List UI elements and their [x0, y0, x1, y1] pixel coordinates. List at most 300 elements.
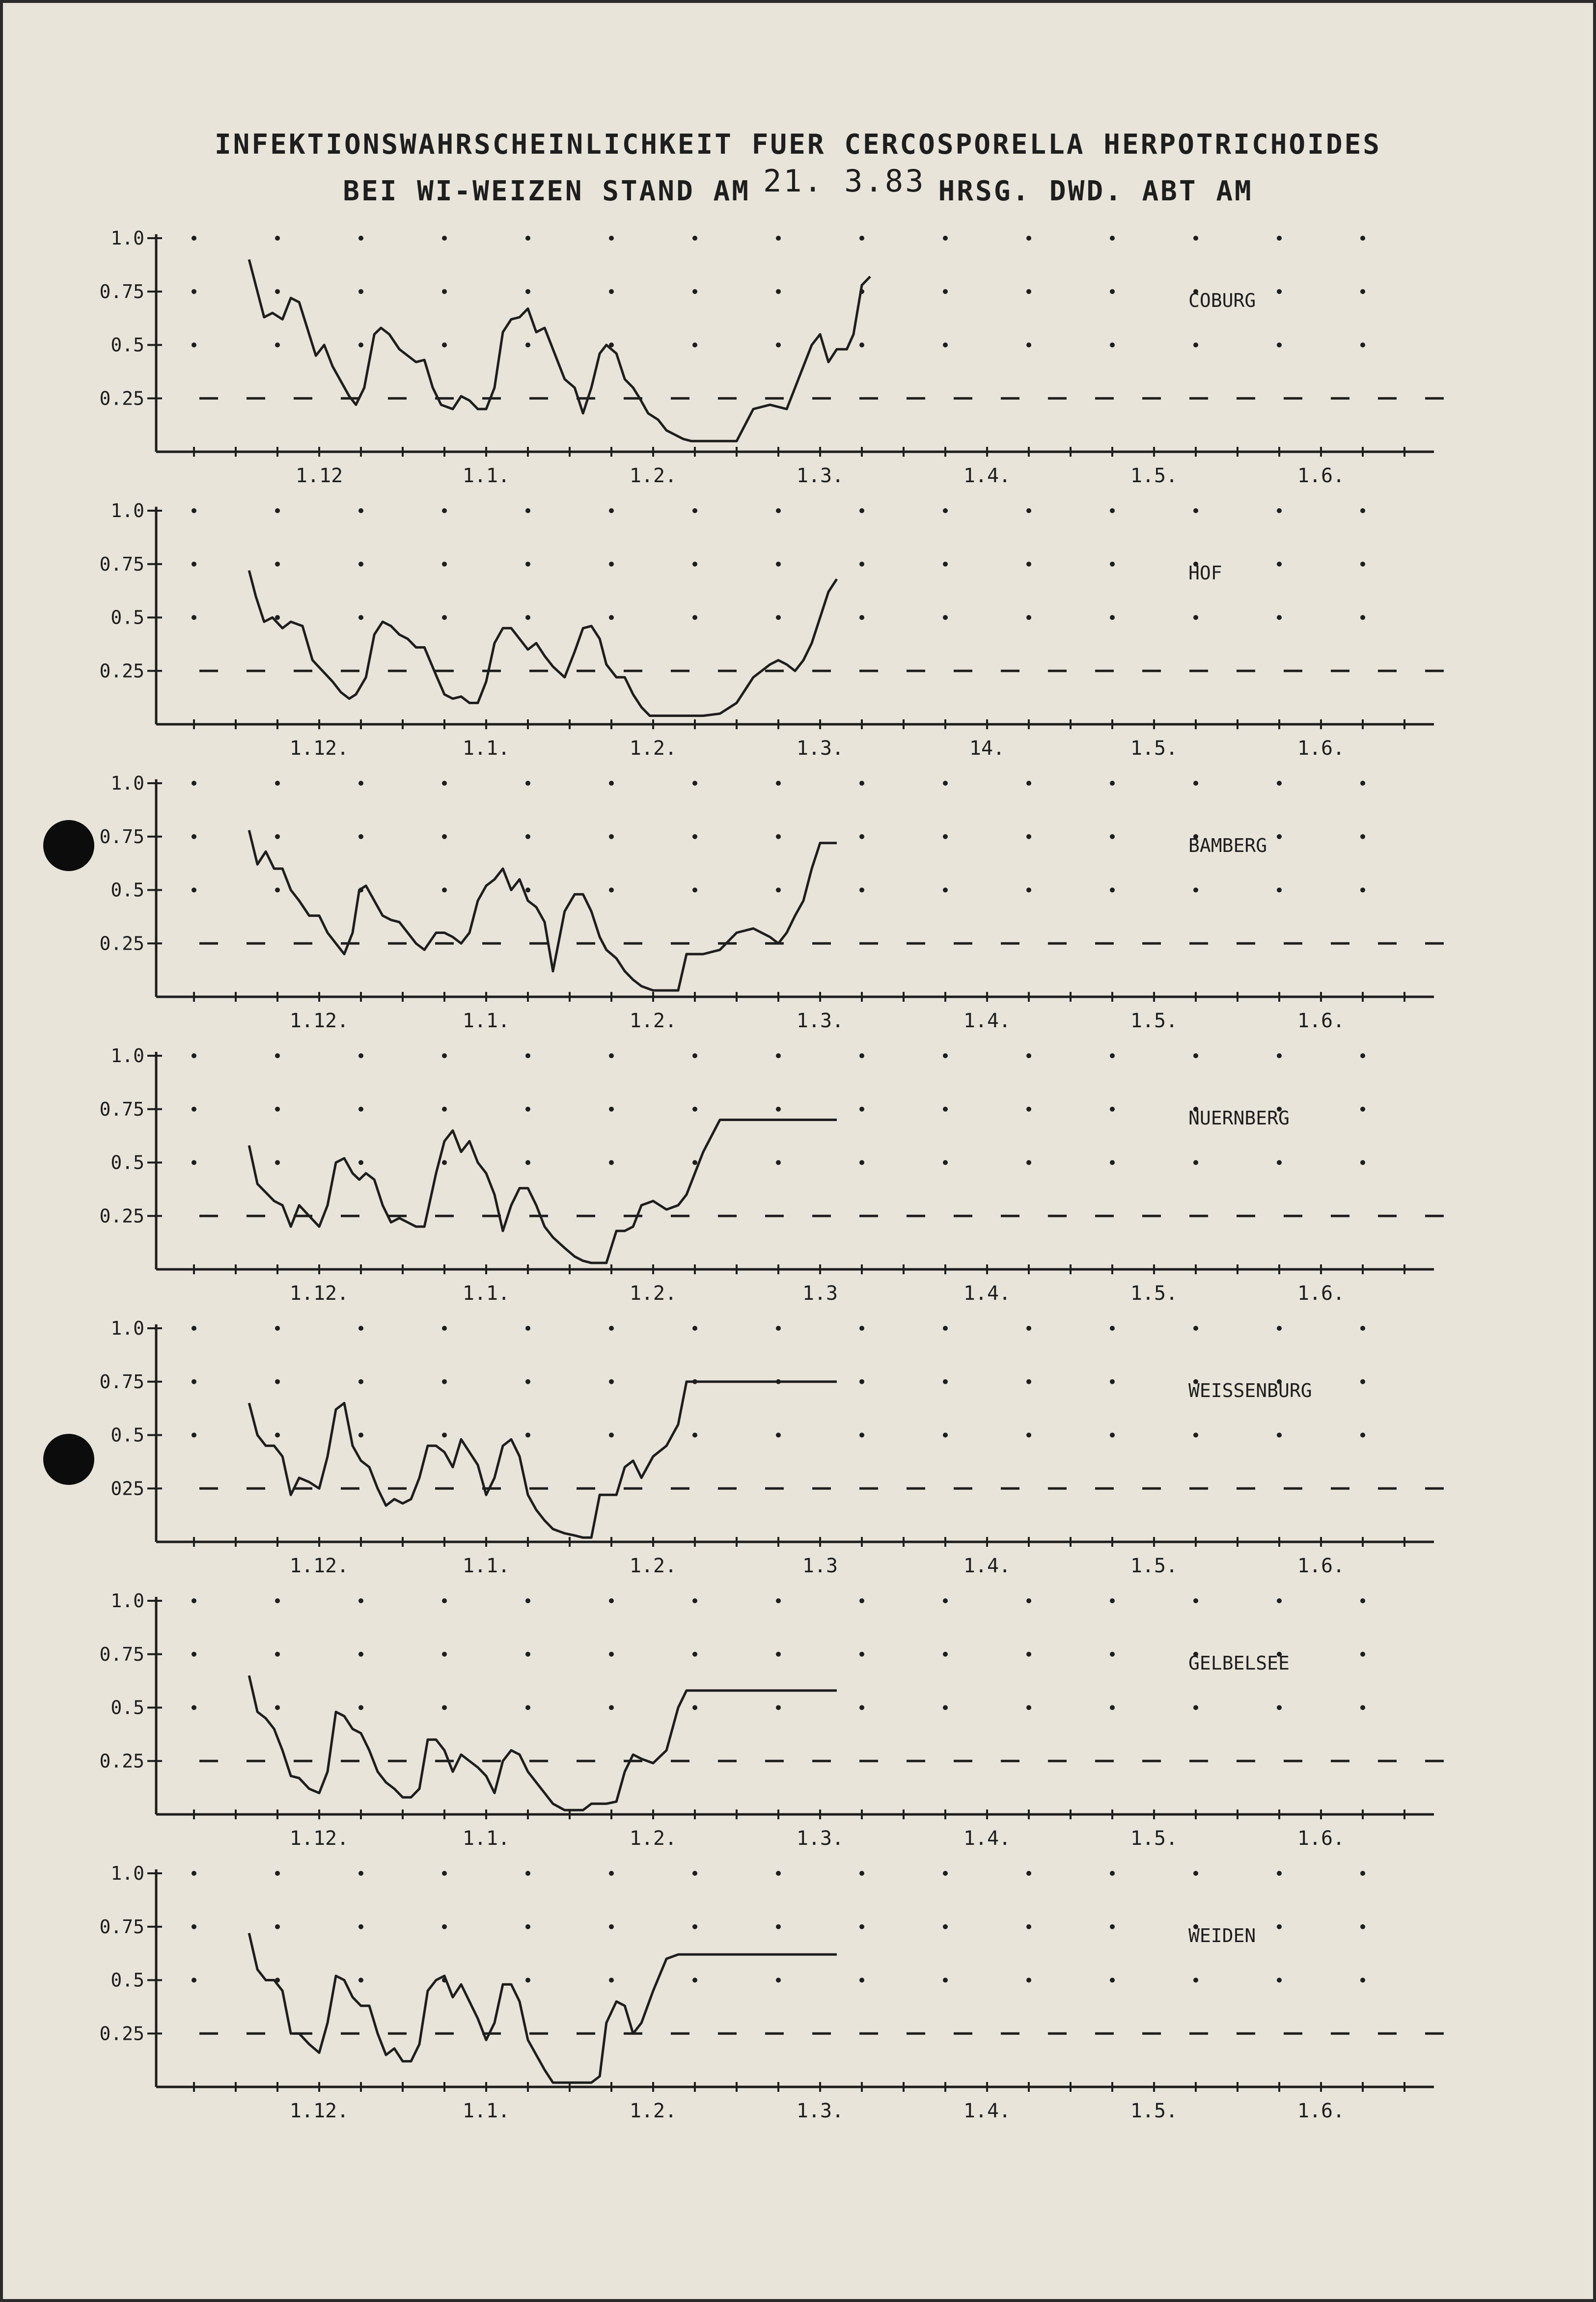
x-tick-label: 1.2.: [629, 1010, 677, 1032]
grid-dot: [442, 562, 447, 567]
station-chart-hof: [99, 500, 1444, 760]
y-tick-label: 0.5: [110, 1424, 144, 1446]
grid-dot: [1110, 1053, 1115, 1058]
grid-dot: [1277, 508, 1282, 513]
grid-dot: [1277, 834, 1282, 839]
grid-dot: [442, 615, 447, 620]
grid-dot: [1026, 888, 1031, 893]
grid-dot: [358, 1326, 363, 1331]
grid-dot: [943, 1160, 948, 1165]
grid-dot: [859, 1053, 864, 1058]
x-tick-label: 1.5.: [1130, 1555, 1178, 1577]
y-tick-label: 0.75: [99, 553, 144, 575]
y-tick-label: 1.0: [110, 1045, 144, 1067]
grid-dot: [776, 236, 781, 241]
grid-dot: [776, 1652, 781, 1657]
grid-dot: [1360, 834, 1365, 839]
x-tick-label: 1.12.: [289, 2100, 349, 2122]
grid-dot: [442, 508, 447, 513]
x-tick-label: 1.12.: [289, 1827, 349, 1850]
grid-dot: [692, 236, 697, 241]
grid-dot: [776, 562, 781, 567]
grid-dot: [692, 1160, 697, 1165]
grid-dot: [192, 1160, 196, 1165]
grid-dot: [776, 1598, 781, 1603]
x-tick-label: 1.12: [295, 465, 343, 487]
grid-dot: [192, 1598, 196, 1603]
grid-dot: [943, 289, 948, 294]
grid-dot: [1026, 343, 1031, 348]
grid-dot: [1360, 1379, 1365, 1384]
x-tick-label: 1.12.: [289, 737, 349, 760]
grid-dot: [192, 1871, 196, 1876]
grid-dot: [776, 1326, 781, 1331]
grid-dot: [358, 834, 363, 839]
grid-dot: [692, 888, 697, 893]
grid-dot: [275, 508, 280, 513]
grid-dot: [525, 834, 530, 839]
grid-dot: [525, 1652, 530, 1657]
grid-dot: [1193, 1871, 1198, 1876]
grid-dot: [1110, 1326, 1115, 1331]
grid-dot: [275, 1107, 280, 1112]
x-tick-label: 1.2.: [629, 465, 677, 487]
grid-dot: [943, 1107, 948, 1112]
x-tick-label: 1.6.: [1297, 1282, 1345, 1305]
grid-dot: [192, 1978, 196, 1983]
grid-dot: [442, 1107, 447, 1112]
grid-dot: [1360, 1598, 1365, 1603]
grid-dot: [1193, 781, 1198, 786]
issue-date: 21. 3.83: [763, 163, 926, 199]
station-chart-weissenburg: [99, 1317, 1444, 1577]
grid-dot: [1360, 343, 1365, 348]
grid-dot: [859, 1326, 864, 1331]
grid-dot: [1277, 1924, 1282, 1929]
x-tick-label: 1.12.: [289, 1010, 349, 1032]
grid-dot: [192, 1924, 196, 1929]
grid-dot: [1026, 1652, 1031, 1657]
grid-dot: [1110, 1652, 1115, 1657]
grid-dot: [358, 615, 363, 620]
grid-dot: [1026, 1326, 1031, 1331]
grid-dot: [1026, 1379, 1031, 1384]
grid-dot: [1360, 289, 1365, 294]
grid-dot: [358, 1160, 363, 1165]
grid-dot: [442, 781, 447, 786]
grid-dot: [442, 834, 447, 839]
grid-dot: [1277, 1433, 1282, 1438]
grid-dot: [358, 1652, 363, 1657]
station-name: COBURG: [1188, 290, 1256, 311]
grid-dot: [192, 1107, 196, 1112]
grid-dot: [275, 1924, 280, 1929]
grid-dot: [943, 236, 948, 241]
grid-dot: [358, 1598, 363, 1603]
grid-dot: [1360, 1160, 1365, 1165]
grid-dot: [776, 781, 781, 786]
grid-dot: [1110, 1598, 1115, 1603]
grid-dot: [275, 888, 280, 893]
series-line: [249, 1933, 837, 2083]
x-tick-label: 1.4.: [963, 465, 1011, 487]
x-tick-label: 1.12.: [289, 1555, 349, 1577]
grid-dot: [358, 1978, 363, 1983]
grid-dot: [1110, 1107, 1115, 1112]
grid-dot: [442, 289, 447, 294]
grid-dot: [192, 1053, 196, 1058]
grid-dot: [943, 615, 948, 620]
grid-dot: [859, 1652, 864, 1657]
x-tick-label: 1.5.: [1130, 1282, 1178, 1305]
grid-dot: [943, 508, 948, 513]
grid-dot: [192, 1326, 196, 1331]
grid-dot: [943, 1924, 948, 1929]
grid-dot: [692, 1107, 697, 1112]
grid-dot: [1360, 1107, 1365, 1112]
grid-dot: [859, 834, 864, 839]
grid-dot: [1277, 343, 1282, 348]
grid-dot: [525, 615, 530, 620]
grid-dot: [692, 1705, 697, 1710]
grid-dot: [1360, 1652, 1365, 1657]
grid-dot: [1026, 1433, 1031, 1438]
grid-dot: [859, 615, 864, 620]
grid-dot: [525, 1978, 530, 1983]
grid-dot: [943, 1598, 948, 1603]
grid-dot: [609, 781, 614, 786]
grid-dot: [1360, 615, 1365, 620]
grid-dot: [1110, 343, 1115, 348]
x-tick-label: 1.4.: [963, 1555, 1011, 1577]
grid-dot: [1193, 1160, 1198, 1165]
y-tick-label: 1.0: [110, 1863, 144, 1884]
y-tick-label: 1.0: [110, 227, 144, 249]
grid-dot: [358, 1924, 363, 1929]
grid-dot: [609, 1053, 614, 1058]
grid-dot: [1110, 1978, 1115, 1983]
grid-dot: [192, 834, 196, 839]
grid-dot: [776, 1160, 781, 1165]
grid-dot: [525, 1705, 530, 1710]
x-tick-label: 1.5.: [1130, 465, 1178, 487]
grid-dot: [1360, 1705, 1365, 1710]
x-tick-label: 1.1.: [462, 1555, 510, 1577]
grid-dot: [275, 615, 280, 620]
grid-dot: [442, 343, 447, 348]
grid-dot: [692, 1598, 697, 1603]
grid-dot: [859, 1433, 864, 1438]
grid-dot: [859, 1379, 864, 1384]
grid-dot: [525, 1924, 530, 1929]
grid-dot: [776, 1433, 781, 1438]
grid-dot: [442, 1053, 447, 1058]
x-tick-label: 1.5.: [1130, 1010, 1178, 1032]
grid-dot: [192, 343, 196, 348]
grid-dot: [776, 1705, 781, 1710]
x-tick-label: 1.6.: [1297, 2100, 1345, 2122]
grid-dot: [275, 1053, 280, 1058]
x-tick-label: 1.6.: [1297, 1555, 1345, 1577]
grid-dot: [525, 562, 530, 567]
x-tick-label: 1.5.: [1130, 1827, 1178, 1850]
x-tick-label: 1.4.: [963, 1010, 1011, 1032]
grid-dot: [1193, 1053, 1198, 1058]
x-tick-label: 1.2.: [629, 2100, 677, 2122]
x-tick-label: 1.3: [802, 1282, 838, 1305]
grid-dot: [525, 888, 530, 893]
y-tick-label: 0.5: [110, 879, 144, 901]
x-tick-label: 1.3.: [796, 2100, 844, 2122]
grid-dot: [192, 1433, 196, 1438]
grid-dot: [1193, 343, 1198, 348]
grid-dot: [1277, 562, 1282, 567]
grid-dot: [1277, 1705, 1282, 1710]
grid-dot: [692, 508, 697, 513]
grid-dot: [776, 1053, 781, 1058]
grid-dot: [1360, 1326, 1365, 1331]
x-tick-label: 1.2.: [629, 1282, 677, 1305]
grid-dot: [358, 1107, 363, 1112]
grid-dot: [1110, 289, 1115, 294]
grid-dot: [1277, 289, 1282, 294]
grid-dot: [1193, 1598, 1198, 1603]
x-tick-label: 1.1.: [462, 1010, 510, 1032]
grid-dot: [1026, 236, 1031, 241]
grid-dot: [1193, 1433, 1198, 1438]
grid-dot: [859, 508, 864, 513]
grid-dot: [776, 343, 781, 348]
grid-dot: [1193, 888, 1198, 893]
grid-dot: [1110, 1160, 1115, 1165]
grid-dot: [275, 1705, 280, 1710]
grid-dot: [943, 1652, 948, 1657]
station-chart-nuernberg: [99, 1045, 1444, 1305]
x-tick-label: 1.6.: [1297, 1827, 1345, 1850]
grid-dot: [1277, 888, 1282, 893]
grid-dot: [1026, 289, 1031, 294]
grid-dot: [1026, 1924, 1031, 1929]
grid-dot: [859, 562, 864, 567]
grid-dot: [1026, 834, 1031, 839]
title-suffix: HRSG. DWD. ABT AM: [938, 175, 1253, 207]
grid-dot: [1193, 615, 1198, 620]
grid-dot: [192, 236, 196, 241]
grid-dot: [525, 289, 530, 294]
y-tick-label: 0.75: [99, 825, 144, 848]
grid-dot: [1277, 1160, 1282, 1165]
grid-dot: [358, 1433, 363, 1438]
grid-dot: [943, 1379, 948, 1384]
grid-dot: [1110, 1705, 1115, 1710]
grid-dot: [192, 508, 196, 513]
grid-dot: [943, 888, 948, 893]
grid-dot: [609, 236, 614, 241]
station-chart-weiden: [99, 1863, 1444, 2122]
grid-dot: [192, 1652, 196, 1657]
grid-dot: [859, 781, 864, 786]
x-tick-label: 1.1.: [462, 2100, 510, 2122]
x-tick-label: 1.6.: [1297, 1010, 1345, 1032]
y-tick-label: 0.25: [99, 660, 144, 682]
x-tick-label: 14.: [969, 737, 1005, 760]
grid-dot: [1026, 1871, 1031, 1876]
grid-dot: [1110, 562, 1115, 567]
grid-dot: [1026, 508, 1031, 513]
grid-dot: [442, 888, 447, 893]
grid-dot: [943, 1326, 948, 1331]
x-tick-label: 1.3.: [796, 1010, 844, 1032]
grid-dot: [1110, 888, 1115, 893]
grid-dot: [692, 289, 697, 294]
grid-dot: [442, 1433, 447, 1438]
x-tick-label: 1.4.: [963, 2100, 1011, 2122]
x-tick-label: 1.1.: [462, 1282, 510, 1305]
grid-dot: [859, 1978, 864, 1983]
grid-dot: [192, 1379, 196, 1384]
grid-dot: [776, 834, 781, 839]
grid-dot: [1110, 781, 1115, 786]
x-tick-label: 1.1.: [462, 1827, 510, 1850]
grid-dot: [442, 1871, 447, 1876]
grid-dot: [692, 1326, 697, 1331]
series-line: [249, 1120, 837, 1263]
grid-dot: [1360, 888, 1365, 893]
grid-dot: [1026, 1053, 1031, 1058]
grid-dot: [1360, 781, 1365, 786]
y-tick-label: 0.75: [99, 1098, 144, 1120]
grid-dot: [1026, 781, 1031, 786]
grid-dot: [692, 781, 697, 786]
x-tick-label: 1.3.: [796, 465, 844, 487]
grid-dot: [525, 1160, 530, 1165]
station-name: WEISSENBURG: [1188, 1380, 1312, 1401]
grid-dot: [776, 1924, 781, 1929]
grid-dot: [776, 508, 781, 513]
grid-dot: [1277, 1598, 1282, 1603]
grid-dot: [275, 1871, 280, 1876]
grid-dot: [1277, 236, 1282, 241]
grid-dot: [943, 1053, 948, 1058]
y-tick-label: 0.5: [110, 1151, 144, 1174]
x-tick-label: 1.2.: [629, 1555, 677, 1577]
grid-dot: [358, 1705, 363, 1710]
x-tick-label: 1.1.: [462, 737, 510, 760]
series-line: [249, 1382, 837, 1538]
grid-dot: [609, 508, 614, 513]
y-tick-label: 0.75: [99, 280, 144, 302]
station-name: NUERNBERG: [1188, 1107, 1290, 1129]
y-tick-label: 0.5: [110, 1697, 144, 1719]
grid-dot: [859, 1598, 864, 1603]
grid-dot: [1110, 508, 1115, 513]
grid-dot: [1360, 508, 1365, 513]
grid-dot: [1110, 1379, 1115, 1384]
grid-dot: [692, 834, 697, 839]
grid-dot: [1360, 1053, 1365, 1058]
x-tick-label: 1.3: [802, 1555, 838, 1577]
grid-dot: [525, 781, 530, 786]
grid-dot: [525, 1379, 530, 1384]
grid-dot: [1193, 236, 1198, 241]
chart-title-line-1: INFEKTIONSWAHRSCHEINLICHKEIT FUER CERCOSPORELLA HERPOTRICHOIDES: [214, 129, 1382, 161]
grid-dot: [525, 236, 530, 241]
grid-dot: [1026, 1705, 1031, 1710]
grid-dot: [943, 834, 948, 839]
grid-dot: [275, 1160, 280, 1165]
y-tick-label: 0.75: [99, 1643, 144, 1665]
grid-dot: [442, 1652, 447, 1657]
grid-dot: [609, 1433, 614, 1438]
grid-dot: [609, 562, 614, 567]
grid-dot: [1277, 1053, 1282, 1058]
grid-dot: [1277, 1326, 1282, 1331]
grid-dot: [1360, 562, 1365, 567]
grid-dot: [1026, 1598, 1031, 1603]
grid-dot: [943, 781, 948, 786]
x-tick-label: 1.5.: [1130, 737, 1178, 760]
series-line: [249, 260, 870, 441]
station-name: HOF: [1188, 562, 1222, 584]
grid-dot: [275, 236, 280, 241]
grid-dot: [358, 236, 363, 241]
grid-dot: [1026, 1107, 1031, 1112]
x-tick-label: 1.12.: [289, 1282, 349, 1305]
y-tick-label: 0.25: [99, 932, 144, 955]
x-tick-label: 1.3.: [796, 737, 844, 760]
y-tick-label: 1.0: [110, 1590, 144, 1612]
grid-dot: [1026, 615, 1031, 620]
grid-dot: [275, 1598, 280, 1603]
x-tick-label: 1.1.: [462, 465, 510, 487]
station-chart-coburg: [99, 227, 1444, 487]
grid-dot: [275, 1433, 280, 1438]
y-tick-label: 0.5: [110, 334, 144, 356]
grid-dot: [859, 1924, 864, 1929]
x-tick-label: 1.6.: [1297, 737, 1345, 760]
y-tick-label: 1.0: [110, 500, 144, 521]
grid-dot: [859, 1107, 864, 1112]
grid-dot: [609, 888, 614, 893]
y-tick-label: 0.25: [99, 2023, 144, 2045]
grid-dot: [275, 834, 280, 839]
grid-dot: [442, 1326, 447, 1331]
station-name: GELBELSEE: [1188, 1652, 1290, 1674]
y-tick-label: 0.5: [110, 606, 144, 629]
grid-dot: [859, 1871, 864, 1876]
grid-dot: [358, 1871, 363, 1876]
grid-dot: [1110, 1871, 1115, 1876]
grid-dot: [275, 289, 280, 294]
y-tick-label: 1.0: [110, 772, 144, 794]
grid-dot: [609, 1871, 614, 1876]
x-tick-label: 1.6.: [1297, 465, 1345, 487]
grid-dot: [1360, 1978, 1365, 1983]
grid-dot: [275, 781, 280, 786]
grid-dot: [192, 615, 196, 620]
station-chart-gelbelsee: [99, 1590, 1444, 1850]
y-tick-label: 025: [110, 1478, 144, 1500]
title-prefix: BEI WI-WEIZEN STAND AM: [343, 175, 750, 207]
grid-dot: [1110, 834, 1115, 839]
x-tick-label: 1.2.: [629, 737, 677, 760]
y-tick-label: 0.5: [110, 1969, 144, 1991]
grid-dot: [525, 1871, 530, 1876]
grid-dot: [525, 1053, 530, 1058]
grid-dot: [859, 1705, 864, 1710]
grid-dot: [192, 888, 196, 893]
grid-dot: [943, 1433, 948, 1438]
